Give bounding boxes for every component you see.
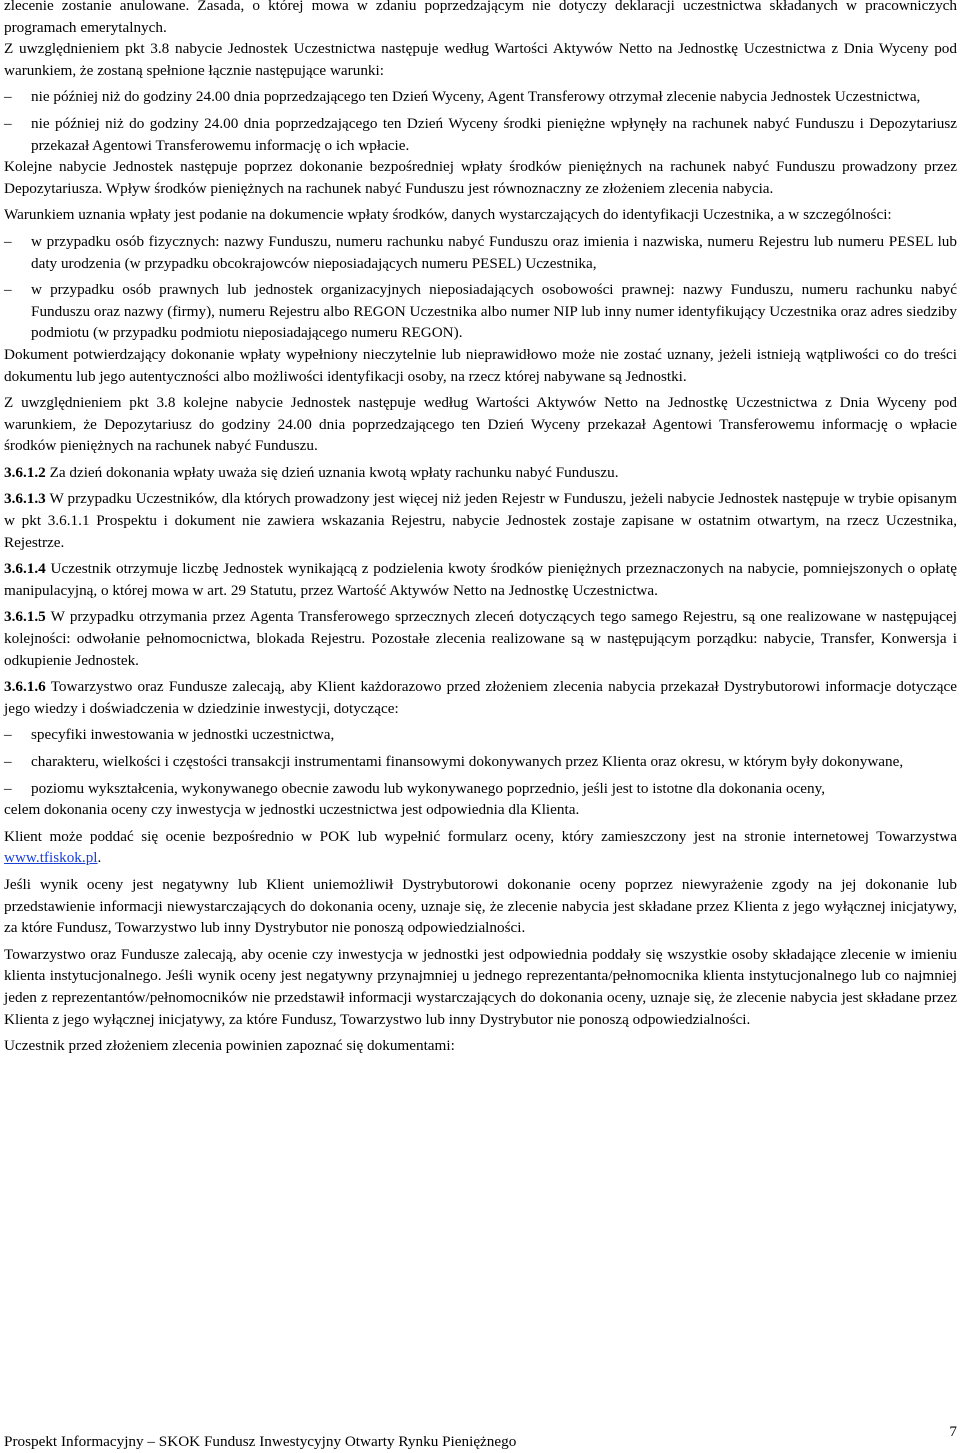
section-number: 3.6.1.3 (4, 490, 46, 508)
section-number: 3.6.1.4 (4, 560, 46, 578)
paragraph-text: Z uwzględnieniem pkt 3.8 nabycie Jednostek Uczestnictwa następuje według Wartości Aktywów Netto na Jednostkę Uczestnictwa z Dnia Wyceny pod warunkiem, że zostaną spełnione łącznie następujące warunki: (4, 40, 957, 79)
list-dash: – (4, 88, 12, 106)
section-number: 3.6.1.6 (4, 678, 46, 696)
list-dash: – (4, 114, 12, 132)
numbered-paragraph (4, 676, 957, 719)
paragraph (4, 874, 957, 939)
paragraph-text: Towarzystwo oraz Fundusze zalecają, aby Klient każdorazowo przed złożeniem zlecenia nabycia przekazał Dystrybutorowi informacje dotyczące jego wiedzy i doświadczenia w dziedzinie inwestycji, dotyczące: (4, 678, 957, 717)
paragraph-text: Jeśli wynik oceny jest negatywny lub Klient uniemożliwił Dystrybutorowi dokonanie oceny poprzez niewyrażenie zgody na jej dokonanie lub przedstawienie informacji niewystarczających do dokonania oceny, uznaje się, że zlecenie nabycia jest składane przez Klienta z jego wyłącznej inicjatywy, za które Fundusz, Towarzystwo lub inny Dystrybutor nie ponoszą odpowiedzialności. (4, 875, 957, 937)
paragraph (4, 38, 957, 81)
paragraph-text: Kolejne nabycie Jednostek następuje poprzez dokonanie bezpośredniej wpłaty środków pieniężnych na rachunek nabyć Funduszu prowadzony przez Depozytariusza. Wpływ środków pieniężnych na rachunek nabyć Funduszu jest równoznaczny ze złożeniem zlecenia nabycia. (4, 158, 957, 197)
paragraph-text: Towarzystwo oraz Fundusze zalecają, aby ocenie czy inwestycja w jednostki jest odpowiednia poddały się wszystkie osoby składające zlecenie w imieniu klienta instytucjonalnego. Jeśli wynik oceny jest negatywny przynajmniej u jednego reprezentanta/pełnomocnika klienta instytucjonalnego lub co najmniej jeden z reprezentantów/pełnomocników nie przedstawił informacji wystarczających do dokonania oceny, uznaje się, że zlecenie nabycia jest składane przez Klienta z jego wyłącznej inicjatywy, za które Fundusz, Towarzystwo lub inny Dystrybutor nie ponoszą odpowiedzialności. (4, 945, 957, 1028)
website-link[interactable]: www.tfiskok.pl (4, 849, 98, 867)
paragraph-text: Uczestnik otrzymuje liczbę Jednostek wynikającą z podzielenia kwoty środków pieniężnych przeznaczonych na nabycie, pomniejszonych o opłatę manipulacyjną, o której mowa w art. 29 Statutu, przez Wartość Aktywów Netto na Jednostkę Uczestnictwa. (4, 560, 957, 599)
page-number: 7 (949, 1423, 957, 1440)
numbered-paragraph (4, 488, 957, 553)
paragraph (4, 156, 957, 199)
paragraph-text: Uczestnik przed złożeniem zlecenia powinien zapoznać się dokumentami: (4, 1037, 455, 1055)
list-item-text: w przypadku osób fizycznych: nazwy Funduszu, numeru rachunku nabyć Funduszu oraz imienia i nazwiska, numeru Rejestru lub numeru PESEL lub daty urodzenia (w przypadku obcokrajowców nieposiadających numeru PESEL) Uczestnika, (31, 232, 957, 272)
section-number: 3.6.1.5 (4, 608, 46, 626)
list-item (4, 751, 957, 773)
list-item (4, 231, 957, 274)
page-footer (4, 1423, 957, 1450)
paragraph-text: Za dzień dokonania wpłaty uważa się dzień uznania kwotą wpłaty rachunku nabyć Funduszu. (45, 463, 619, 481)
list-item-text: nie później niż do godziny 24.00 dnia poprzedzającego ten Dzień Wyceny środki pieniężne wpłynęły na rachunek nabyć Funduszu i Depozytariusz przekazał Agentowi Transferowemu informację o ich wpłacie. (31, 114, 957, 154)
paragraph-text: Z uwzględnieniem pkt 3.8 kolejne nabycie Jednostek następuje według Wartości Aktywów Netto na Jednostkę Uczestnictwa z Dnia Wyceny pod warunkiem, że Depozytariusz do godziny 24.00 dnia poprzedzającego ten Dzień Wyceny przekazał Agentowi Transferowemu informację o wpłacie środków pieniężnych na rachunek nabyć Funduszu. (4, 394, 957, 455)
paragraph-text: Dokument potwierdzający dokonanie wpłaty wypełniony nieczytelnie lub nieprawidłowo może nie zostać uznany, jeżeli istnieją wątpliwości co do treści dokumentu lub jego autentyczności albo możliwości identyfikacji osoby, na rzecz której nabywane są Jednostki. (4, 345, 957, 385)
paragraph (4, 944, 957, 1030)
list-item-text: charakteru, wielkości i częstości transakcji instrumentami finansowymi dokonywanych przez Klienta oraz okresu, w którym były dokonywane, (31, 753, 904, 770)
paragraph (4, 0, 957, 38)
list-item (4, 86, 957, 108)
list-item-text: specyfiki inwestowania w jednostki uczestnictwa, (31, 726, 335, 744)
paragraph (4, 344, 957, 387)
paragraph-text: W przypadku Uczestników, dla których prowadzony jest więcej niż jeden Rejestr w Funduszu, jeżeli nabycie Jednostek następuje w trybie opisanym w pkt 3.6.1.1 Prospektu i dokument nie zawiera wskazania Rejestru, nabycie Jednostek zostaje zapisane w ostatnim otwartym, na rzecz Uczestnika, Rejestrze. (4, 490, 957, 551)
list-item (4, 113, 957, 156)
list-item-text: poziomu wykształcenia, wykonywanego obecnie zawodu lub wykonywanego poprzednio, jeśli jest to istotne dla dokonania oceny, (31, 779, 826, 797)
footer-title: Prospekt Informacyjny – SKOK Fundusz Inwestycyjny Otwarty Rynku Pieniężnego (4, 1433, 517, 1450)
paragraph-text-end: . (97, 849, 102, 867)
paragraph-text: Warunkiem uznania wpłaty jest podanie na dokumencie wpłaty środków, danych wystarczających do identyfikacji Uczestnika, a w szczególności: (4, 206, 892, 224)
list-item-text: nie później niż do godziny 24.00 dnia poprzedzającego ten Dzień Wyceny, Agent Transferowy otrzymał zlecenie nabycia Jednostek Uczestnictwa, (31, 88, 921, 106)
list-item (4, 279, 957, 344)
paragraph-text: zlecenie zostanie anulowane. Zasada, o której mowa w zdaniu poprzedzającym nie dotyczy deklaracji uczestnictwa składanych w pracowniczych programach emerytalnych. (4, 0, 957, 36)
list-dash: – (4, 281, 12, 299)
numbered-paragraph (4, 462, 957, 484)
paragraph (4, 392, 957, 457)
list-item (4, 778, 957, 800)
paragraph (4, 826, 957, 869)
list-item-text: w przypadku osób prawnych lub jednostek organizacyjnych nieposiadających osobowości prawnej: nazwy Funduszu, numeru rachunku nabyć Funduszu oraz nazwy (firmy), numeru Rejestru albo REGON Uczestnika albo numer NIP lub inny numer identyfikujący Uczestnika oraz adres siedziby podmiotu (w przypadku podmiotu nieposiadającego numeru REGON). (31, 281, 957, 342)
paragraph-text: celem dokonania oceny czy inwestycja w jednostki uczestnictwa jest odpowiednia dla Klienta. (4, 801, 580, 819)
list-dash: – (4, 232, 12, 250)
list-item (4, 724, 957, 746)
list-dash: – (4, 753, 12, 770)
paragraph (4, 799, 957, 821)
numbered-paragraph (4, 606, 957, 671)
paragraph (4, 1035, 957, 1057)
list-dash: – (4, 726, 12, 744)
list-dash: – (4, 779, 12, 797)
paragraph-text: W przypadku otrzymania przez Agenta Transferowego sprzecznych zleceń dotyczących tego samego Rejestru, są one realizowane w następującej kolejności: odwołanie pełnomocnictwa, blokada Rejestru. Pozostałe zlecenia realizowane są w następującym porządku: nabycie, Transfer, Konwersja i odkupienie Jednostek. (4, 608, 957, 669)
section-number: 3.6.1.2 (4, 463, 46, 481)
paragraph (4, 204, 957, 226)
document-body (4, 0, 957, 1062)
paragraph-text: Klient może poddać się ocenie bezpośrednio w POK lub wypełnić formularz oceny, który zamieszczony jest na stronie internetowej Towarzystwa (4, 827, 957, 845)
numbered-paragraph (4, 558, 957, 601)
